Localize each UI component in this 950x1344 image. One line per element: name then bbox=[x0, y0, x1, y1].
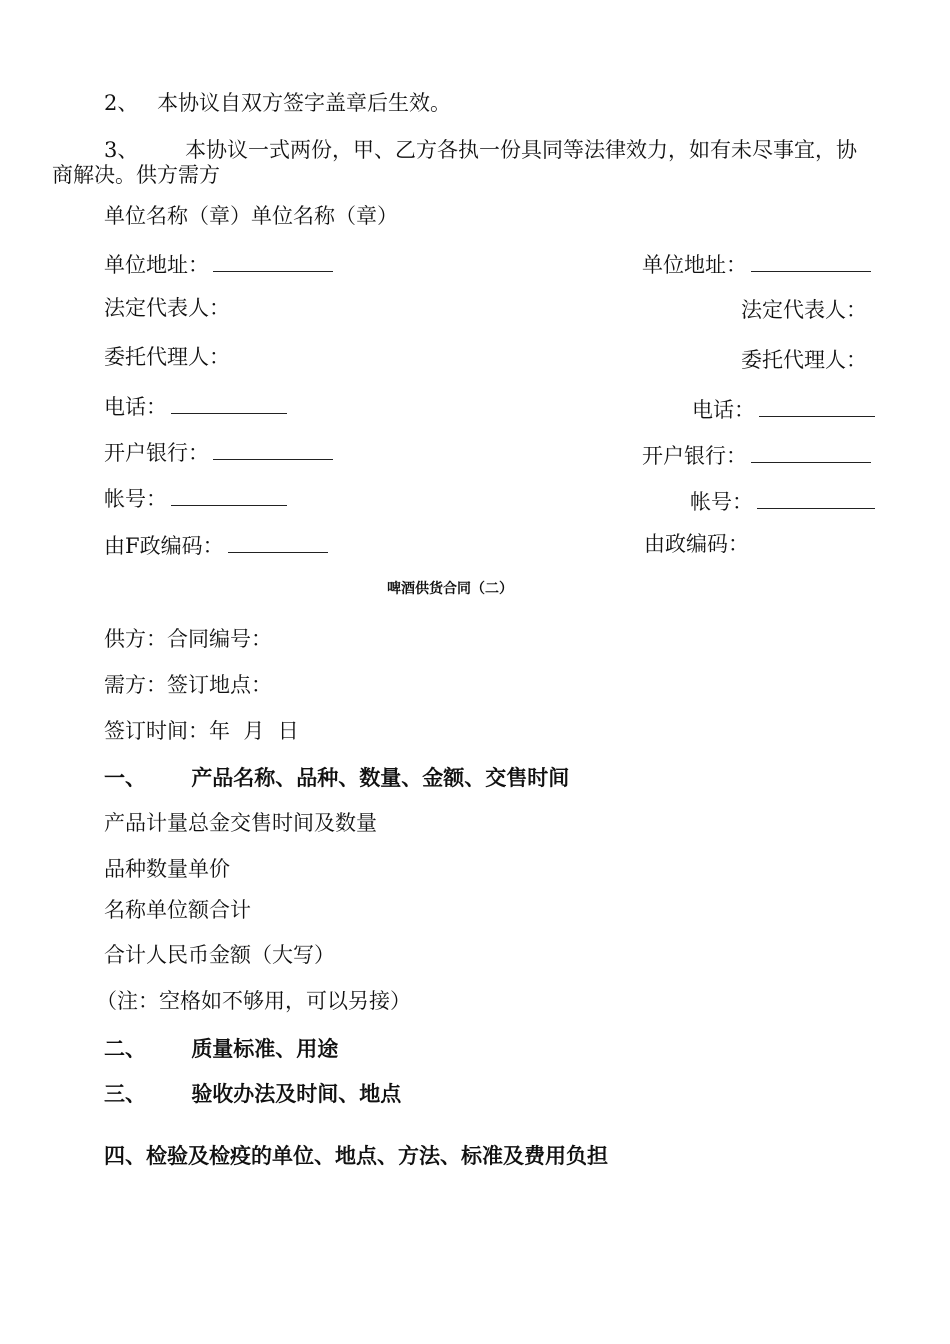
left-account-blank bbox=[171, 487, 287, 506]
buyer-line: 需方：签订地点： bbox=[104, 673, 272, 697]
section-4-heading: 四、检验及检疫的单位、地点、方法、标准及费用负担 bbox=[104, 1143, 608, 1168]
left-phone-blank bbox=[171, 395, 287, 414]
clause-2 bbox=[104, 93, 451, 114]
right-phone bbox=[692, 398, 875, 421]
right-account-label: 帐号： bbox=[690, 490, 753, 514]
left-postal-blank bbox=[228, 534, 328, 553]
right-bank-blank bbox=[751, 444, 871, 463]
clause-2-number: 2、 bbox=[104, 91, 139, 115]
table-row-1: 产品计量总金交售时间及数量 bbox=[104, 811, 377, 835]
table-note: （注：空格如不够用，可以另接） bbox=[96, 989, 411, 1013]
right-phone-blank bbox=[759, 398, 875, 417]
section-2-number: 二、 bbox=[104, 1036, 146, 1061]
left-address bbox=[104, 253, 333, 276]
clause-3 bbox=[104, 140, 857, 161]
left-address-blank bbox=[213, 253, 333, 272]
section-1-number: 一、 bbox=[104, 765, 146, 790]
section-3-number: 三、 bbox=[104, 1081, 146, 1106]
left-account-label: 帐号： bbox=[104, 487, 167, 511]
clause-3-text-line1: 本协议一式两份，甲、乙方各执一份具同等法律效力，如有未尽事宜，协 bbox=[185, 138, 858, 162]
section-2-heading bbox=[104, 1038, 338, 1059]
right-address bbox=[642, 253, 871, 276]
section-2-title: 质量标准、用途 bbox=[191, 1036, 339, 1061]
right-agent: 委托代理人： bbox=[741, 348, 867, 372]
left-legal-rep: 法定代表人： bbox=[104, 296, 230, 320]
right-account-blank bbox=[757, 490, 875, 509]
left-address-label: 单位地址： bbox=[104, 253, 209, 277]
left-account bbox=[104, 487, 287, 510]
right-address-blank bbox=[751, 253, 871, 272]
section-1-heading bbox=[104, 767, 569, 788]
right-address-label: 单位地址： bbox=[642, 253, 747, 277]
sign-time-line: 签订时间：年 月 日 bbox=[104, 719, 299, 743]
left-bank bbox=[104, 441, 333, 464]
supplier-line: 供方：合同编号： bbox=[104, 627, 272, 651]
right-legal-rep: 法定代表人： bbox=[741, 298, 867, 322]
section-3-title: 验收办法及时间、地点 bbox=[191, 1081, 402, 1106]
clause-3-text-line2: 商解决。供方需方 bbox=[52, 163, 220, 187]
left-postal bbox=[104, 534, 328, 557]
table-row-2: 品种数量单价 bbox=[104, 857, 230, 881]
right-bank bbox=[642, 444, 871, 467]
left-phone-label: 电话： bbox=[104, 395, 167, 419]
table-row-3: 名称单位额合计 bbox=[104, 898, 251, 922]
left-postal-label: 由F政编码： bbox=[104, 534, 224, 558]
right-account bbox=[690, 490, 875, 513]
section-1-title: 产品名称、品种、数量、金额、交售时间 bbox=[191, 765, 570, 790]
left-bank-blank bbox=[213, 441, 333, 460]
left-agent: 委托代理人： bbox=[104, 345, 230, 369]
unit-name-line: 单位名称（章）单位名称（章） bbox=[104, 204, 398, 228]
section-3-heading bbox=[104, 1083, 401, 1104]
left-phone bbox=[104, 395, 287, 418]
right-postal: 由政编码： bbox=[644, 532, 749, 556]
clause-3-number: 3、 bbox=[104, 138, 139, 162]
table-row-4: 合计人民币金额（大写） bbox=[104, 943, 335, 967]
clause-2-text: 本协议自双方签字盖章后生效。 bbox=[157, 91, 452, 115]
left-bank-label: 开户银行： bbox=[104, 441, 209, 465]
right-phone-label: 电话： bbox=[692, 398, 755, 422]
right-bank-label: 开户银行： bbox=[642, 444, 747, 468]
contract-title: 啤酒供货合同（二） bbox=[387, 581, 513, 597]
